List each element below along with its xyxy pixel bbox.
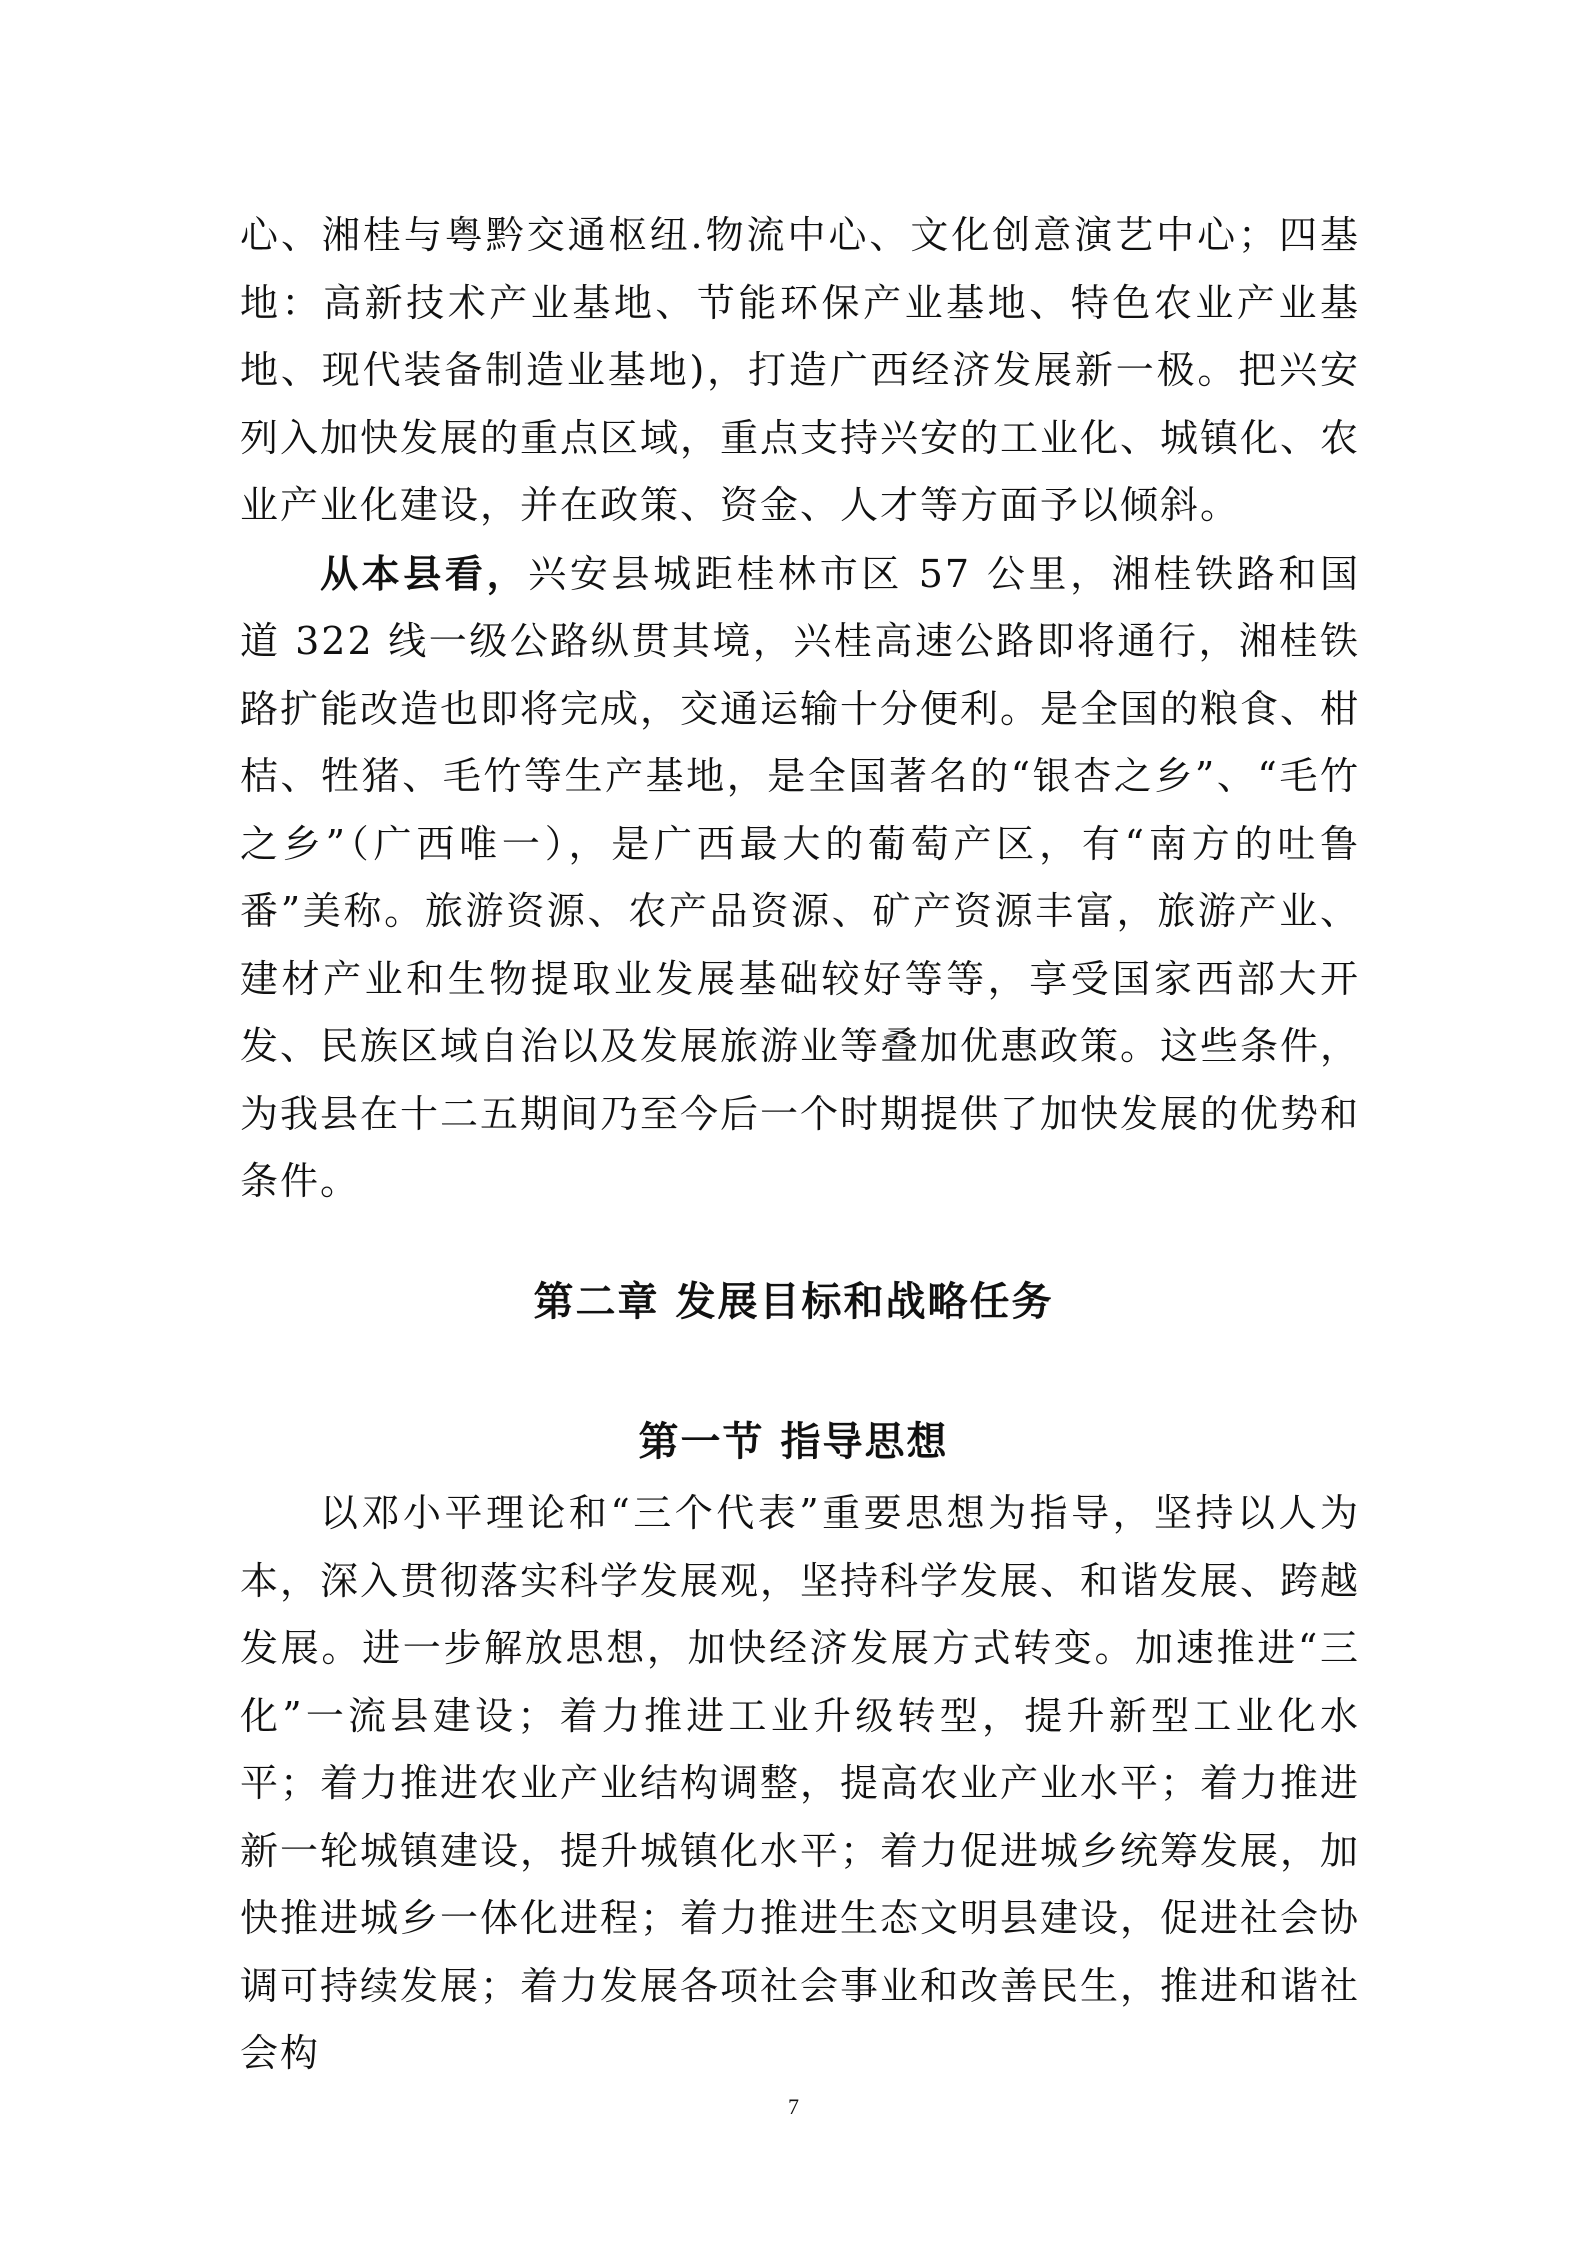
paragraph-continuation: 心、湘桂与粤黔交通枢纽.物流中心、文化创意演艺中心；四基地：高新技术产业基地、节能环保产业基地、特色农业产业基地、现代装备制造业基地)，打造广西经济发展新一极。把兴安列入加快发展的重点区域，重点支持兴安的工业化、城镇化、农业产业化建设，并在政策、资金、人才等方面予以倾斜。 [240, 213, 1361, 527]
chapter-heading: 第二章 发展目标和战略任务 [533, 1279, 1054, 1325]
body-lower [240, 1480, 1360, 2088]
paragraph-county-body: 兴安县城距桂林市区 57 公里，湘桂铁路和国道 322 线一级公路纵贯其境，兴桂高速公路即将通行，湘桂铁路扩能改造也即将完成，交通运输十分便利。是全国的粮食、柑桔、牲猪、毛竹等生产基地，是全国著名的“银杏之乡”、“毛竹之乡”（广西唯一），是广西最大的葡萄产区，有“南方的吐鲁番”美称。旅游资源、农产品资源、矿产资源丰富，旅游产业、建材产业和生物提取业发展基础较好等等，享受国家西部大开发、民族区域自治以及发展旅游业等叠加优惠政策。这些条件，为我县在十二五期间乃至今后一个时期提供了加快发展的优势和条件。 [240, 551, 1361, 1203]
page-number: 7 [788, 2094, 799, 2119]
paragraph-county [240, 540, 1360, 1216]
paragraph-lead: 从本县看， [320, 550, 529, 596]
section-heading: 第一节 指导思想 [638, 1419, 949, 1465]
body-upper [240, 202, 1360, 1216]
paragraph-guiding: 以邓小平理论和“三个代表”重要思想为指导，坚持以人为本，深入贯彻落实科学发展观，坚持科学发展、和谐发展、跨越发展。进一步解放思想，加快经济发展方式转变。加速推进“三化”一流县建设；着力推进工业升级转型，提升新型工业化水平；着力推进农业产业结构调整，提高农业产业水平；着力推进新一轮城镇建设，提升城镇化水平；着力促进城乡统筹发展，加快推进城乡一体化进程；着力推进生态文明县建设，促进社会协调可持续发展；着力发展各项社会事业和改善民生，推进和谐社会构 [240, 1491, 1361, 2075]
